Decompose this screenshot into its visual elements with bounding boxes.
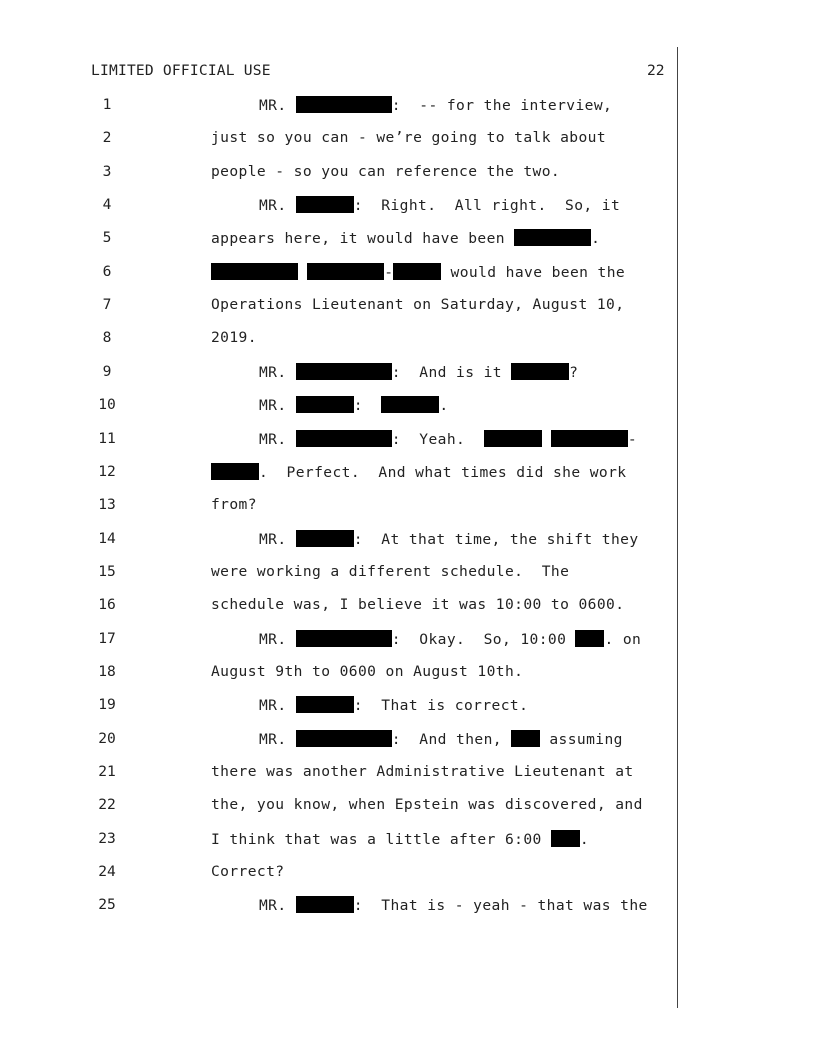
line-text xyxy=(259,530,639,548)
transcript-line xyxy=(0,763,680,783)
redaction-block xyxy=(514,229,591,246)
transcript-line xyxy=(0,863,680,883)
line-text xyxy=(211,796,643,813)
line-text xyxy=(211,296,624,313)
redaction-block xyxy=(551,830,580,847)
line-number: 10 xyxy=(98,396,116,414)
redaction-block xyxy=(296,530,354,547)
transcript-line xyxy=(0,463,680,483)
line-text xyxy=(211,329,257,346)
line-text-segment xyxy=(542,431,551,448)
line-text xyxy=(211,863,285,880)
line-number: 7 xyxy=(102,296,112,314)
transcript-line xyxy=(0,830,680,850)
line-text-segment: Operations Lieutenant on Saturday, August 10, xyxy=(211,296,625,314)
line-text-segment: MR. xyxy=(259,630,296,648)
transcript-line xyxy=(0,596,680,616)
line-number: 16 xyxy=(98,596,116,614)
line-text xyxy=(259,430,637,448)
line-text xyxy=(259,196,620,214)
line-text-segment: just so you can - we’re going to talk about xyxy=(211,129,607,147)
line-text-segment: : Okay. So, 10:00 xyxy=(391,630,576,648)
line-text-segment: people - so you can reference the two. xyxy=(211,162,561,180)
line-text-segment xyxy=(298,264,307,281)
line-text-segment: . xyxy=(579,830,590,848)
line-text-segment: MR. xyxy=(259,397,296,415)
transcript-line xyxy=(0,329,680,349)
redaction-block xyxy=(551,430,628,447)
redaction-block xyxy=(393,263,441,280)
line-number: 1 xyxy=(102,96,112,113)
line-text-segment: MR. xyxy=(259,530,296,548)
line-text xyxy=(211,663,523,680)
transcript-line xyxy=(0,229,680,249)
line-text-segment: MR. xyxy=(259,363,296,381)
line-number: 17 xyxy=(98,629,116,647)
line-text-segment: there was another Administrative Lieutenant at xyxy=(211,763,634,780)
line-text-segment: : -- for the interview, xyxy=(391,97,613,114)
line-number: 12 xyxy=(98,462,116,480)
transcript-line xyxy=(0,129,680,149)
line-text-segment: MR. xyxy=(259,197,296,215)
line-number: 2 xyxy=(102,129,112,147)
line-number: 18 xyxy=(98,662,116,680)
line-text-segment: : At that time, the shift they xyxy=(353,530,639,548)
redaction-block xyxy=(381,396,439,413)
line-text xyxy=(211,229,600,247)
line-text-segment: : And is it xyxy=(391,363,512,381)
redaction-block xyxy=(296,363,392,380)
transcript-line xyxy=(0,896,680,916)
line-text-segment: MR. xyxy=(259,697,296,715)
line-number: 6 xyxy=(102,262,112,280)
redaction-block xyxy=(307,263,384,280)
transcript-line xyxy=(0,430,680,450)
line-text-segment: Correct? xyxy=(211,863,285,881)
redaction-block xyxy=(211,263,298,280)
transcript-line xyxy=(0,730,680,750)
redaction-block xyxy=(211,463,259,480)
line-text-segment: . on xyxy=(604,630,642,648)
line-text-segment: from? xyxy=(211,496,257,514)
line-text-segment: - xyxy=(384,263,394,281)
transcript-line xyxy=(0,496,680,516)
line-text xyxy=(259,96,612,114)
transcript-line xyxy=(0,696,680,716)
redaction-block xyxy=(511,730,540,747)
transcript-line xyxy=(0,163,680,183)
line-text-segment: 2019. xyxy=(211,329,257,347)
line-text-segment: ? xyxy=(569,363,579,381)
line-text-segment: . xyxy=(591,230,601,248)
line-text-segment: would have been the xyxy=(441,263,626,281)
line-number: 11 xyxy=(98,429,116,447)
line-text-segment: MR. xyxy=(259,730,296,748)
redaction-block xyxy=(296,896,354,913)
redaction-block xyxy=(296,730,392,747)
redaction-block xyxy=(296,696,354,713)
line-text-segment: : That is - yeah - that was the xyxy=(353,897,648,915)
transcript-line xyxy=(0,96,680,116)
transcript-line xyxy=(0,563,680,583)
line-text-segment: assuming xyxy=(540,730,623,748)
redaction-block xyxy=(296,430,392,447)
transcript-line xyxy=(0,296,680,316)
line-number: 8 xyxy=(102,329,112,347)
line-text-segment: the, you know, when Epstein was discovered, and xyxy=(211,796,643,814)
transcript-line xyxy=(0,263,680,283)
line-text xyxy=(211,463,626,481)
line-text xyxy=(211,596,624,613)
line-number: 9 xyxy=(102,362,112,380)
redaction-block xyxy=(296,396,354,413)
line-number: 13 xyxy=(98,496,116,514)
line-text xyxy=(259,730,623,748)
line-text-segment: August 9th to 0600 on August 10th. xyxy=(211,662,524,680)
transcript-line xyxy=(0,663,680,683)
line-text xyxy=(211,563,569,580)
line-number: 14 xyxy=(98,529,116,547)
classification-header: LIMITED OFFICIAL USE xyxy=(91,62,271,79)
line-number: 15 xyxy=(98,562,116,580)
redaction-block xyxy=(511,363,569,380)
redaction-block xyxy=(296,630,392,647)
line-text-segment: . Perfect. And what times did she work xyxy=(259,463,627,481)
line-number: 23 xyxy=(98,829,116,847)
line-text xyxy=(259,363,578,381)
line-number: 3 xyxy=(102,162,112,180)
line-text xyxy=(259,630,641,648)
line-text xyxy=(259,896,648,914)
transcript-line xyxy=(0,530,680,550)
line-text-segment: . xyxy=(439,397,449,415)
line-text xyxy=(211,496,257,513)
line-number: 20 xyxy=(98,729,116,747)
redaction-block xyxy=(296,96,392,113)
line-number: 5 xyxy=(102,229,112,247)
line-text xyxy=(211,830,589,848)
line-text-segment: : And then, xyxy=(391,730,512,748)
transcript-line xyxy=(0,630,680,650)
line-text-segment: : That is correct. xyxy=(353,697,529,715)
line-number: 4 xyxy=(102,196,112,214)
transcript-line xyxy=(0,196,680,216)
line-text-segment: : xyxy=(353,397,382,415)
line-number: 24 xyxy=(98,863,116,881)
line-text-segment: MR. xyxy=(259,430,296,448)
line-text xyxy=(211,263,625,281)
transcript-line xyxy=(0,396,680,416)
line-number: 22 xyxy=(98,796,116,814)
line-text-segment: - xyxy=(627,430,637,448)
line-text-segment: MR. xyxy=(259,897,296,915)
line-text xyxy=(211,129,606,146)
line-text-segment: : Right. All right. So, it xyxy=(353,197,621,215)
line-number: 21 xyxy=(98,763,116,780)
line-text-segment: MR. xyxy=(259,97,296,114)
line-text-segment: : Yeah. xyxy=(391,430,484,448)
line-text-segment: I think that was a little after 6:00 xyxy=(211,830,551,848)
line-text xyxy=(211,763,634,780)
transcript-line xyxy=(0,363,680,383)
redaction-block xyxy=(484,430,542,447)
line-text xyxy=(259,696,528,714)
transcript-line xyxy=(0,796,680,816)
redaction-block xyxy=(575,630,604,647)
redaction-block xyxy=(296,196,354,213)
line-text-segment: were working a different schedule. The xyxy=(211,562,570,580)
page-number: 22 xyxy=(647,62,665,79)
line-text xyxy=(259,396,449,414)
line-number: 19 xyxy=(98,696,116,714)
line-text-segment: schedule was, I believe it was 10:00 to 0600. xyxy=(211,596,625,614)
line-text-segment: appears here, it would have been xyxy=(211,230,515,248)
line-number: 25 xyxy=(98,896,116,914)
line-text xyxy=(211,163,560,180)
